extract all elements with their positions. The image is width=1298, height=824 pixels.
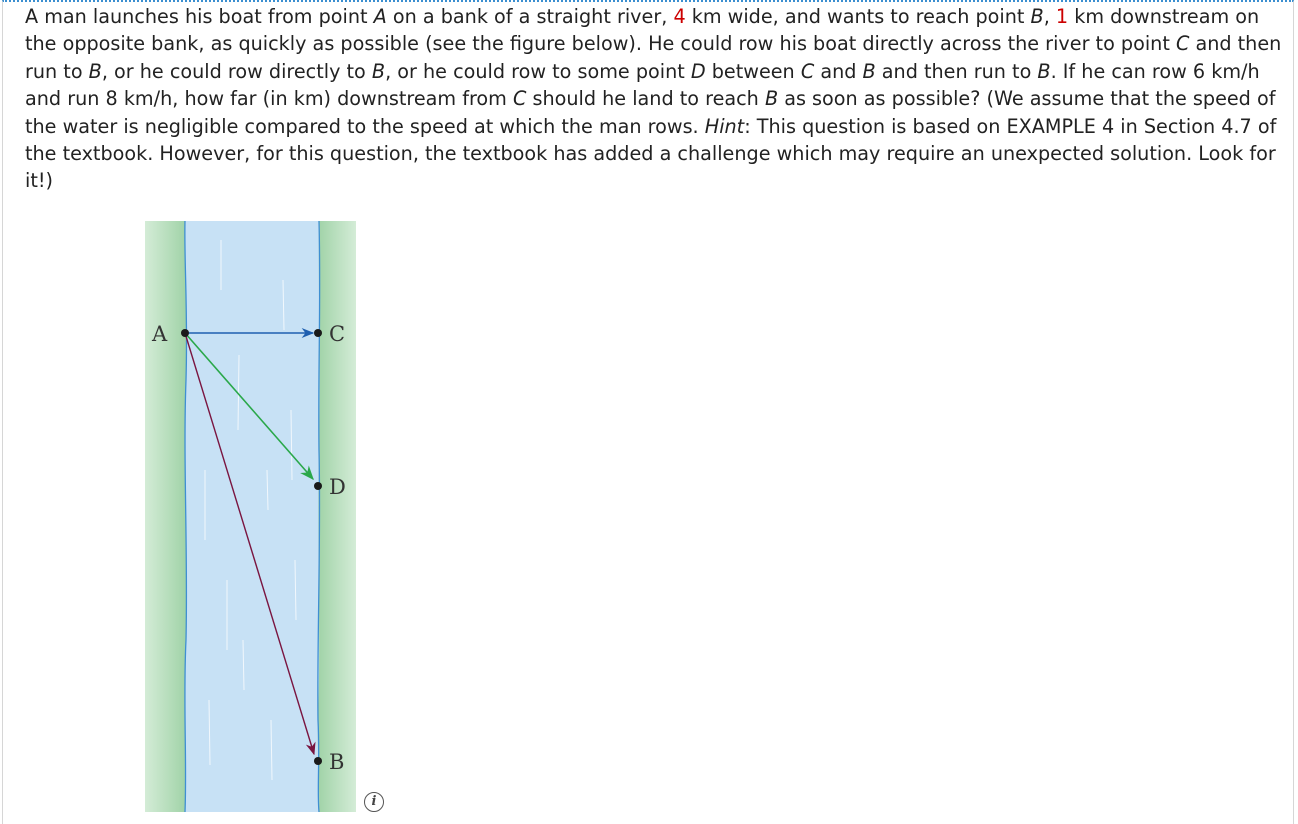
question-text-segment: , bbox=[1043, 5, 1056, 28]
question-text-segment: between bbox=[705, 59, 801, 83]
question-text-segment: as soon as possible? (We assume that the speed of the water is negligible compared to the speed at which the man rows. bbox=[25, 87, 1276, 138]
label-b: B bbox=[329, 750, 345, 774]
question-text-segment: : This question is based on EXAMPLE 4 in Section 4.7 of the textbook. However, for this question, the textbook has added a challenge which may require an unexpected solution. Look for it!) bbox=[25, 114, 1277, 193]
downstream-distance-value: 1 bbox=[1055, 5, 1069, 28]
question-text-segment: and then run to bbox=[25, 32, 1282, 83]
question-text-segment: . If he can row 6 km/h and run 8 km/h, how far (in km) downstream from bbox=[25, 59, 1260, 111]
left-bank bbox=[145, 221, 187, 812]
question-text bbox=[25, 3, 1287, 195]
point-c bbox=[314, 329, 322, 337]
question-text-segment: on a bank of a straight river, bbox=[386, 5, 674, 28]
question-text-segment: , or he could row directly to bbox=[101, 59, 372, 83]
variable-b: B bbox=[88, 59, 102, 83]
variable-a: A bbox=[373, 5, 387, 28]
question-text-segment: km downstream on the opposite bank, as quickly as possible (see the figure below). He could row his boat directly across the river to point bbox=[25, 5, 1260, 56]
point-a bbox=[181, 329, 189, 337]
question-text-segment: A man launches his boat from point bbox=[25, 5, 374, 28]
question-text-segment: should he land to reach bbox=[526, 87, 765, 111]
variable-b: B bbox=[764, 87, 779, 111]
info-icon[interactable]: i bbox=[364, 792, 384, 812]
variable-b: B bbox=[1030, 5, 1044, 28]
river-diagram bbox=[143, 220, 358, 814]
variable-c: C bbox=[800, 59, 815, 83]
question-text-segment: km wide, and wants to reach point bbox=[685, 5, 1031, 28]
question-text-segment: and then run to bbox=[875, 59, 1038, 83]
hint-label: Hint bbox=[704, 114, 745, 138]
label-a: A bbox=[152, 322, 168, 346]
point-d bbox=[314, 482, 322, 490]
variable-c: C bbox=[1175, 32, 1190, 56]
variable-c: C bbox=[512, 87, 527, 111]
variable-d: D bbox=[690, 59, 706, 83]
point-b bbox=[314, 757, 322, 765]
variable-b: B bbox=[1037, 59, 1051, 83]
variable-b: B bbox=[371, 59, 386, 83]
question-panel bbox=[2, 0, 1294, 824]
river-figure bbox=[143, 220, 358, 814]
question-text-segment: and bbox=[814, 59, 863, 83]
river-width-value: 4 bbox=[673, 5, 686, 28]
label-c: C bbox=[329, 322, 346, 346]
right-bank bbox=[317, 221, 356, 812]
label-d: D bbox=[329, 475, 346, 499]
variable-b: B bbox=[862, 59, 876, 83]
question-text-segment: , or he could row to some point bbox=[385, 59, 691, 83]
